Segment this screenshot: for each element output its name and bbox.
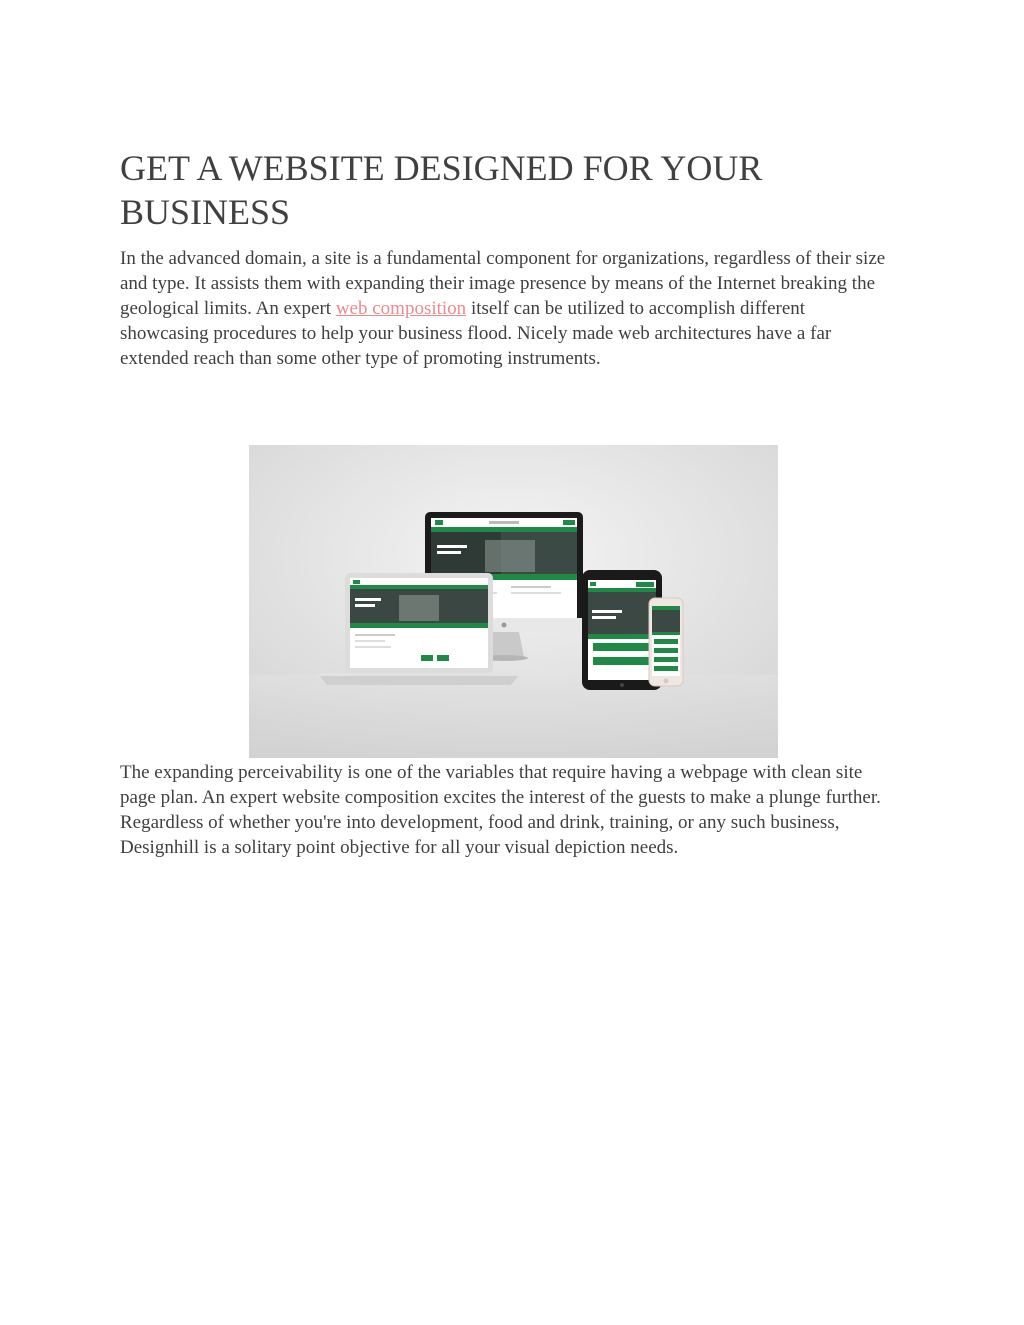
intro-text-after-link: itself can be utilized to accomplish different showcasing procedures to help your business flood. Nicely made web architectures have a far extended reach than some other type of promoting instruments.: [120, 298, 832, 369]
web-composition-link[interactable]: web composition: [335, 298, 467, 319]
body-paragraph: The expanding perceivability is one of the variables that require having a webpage with clean site page plan. An expert website composition excites the interest of the guests to make a plunge further. Regardless of whether you're into development, food and drink, training, or any such business, Designhill is a solitary point objective for all your visual depiction needs.: [120, 762, 881, 858]
intro-text-before-link: In the advanced domain, a site is a fundamental component for organizations, regardless of their size and type. It assists them with expanding their image presence by means of the Internet breaking the geological limits. An expert: [120, 248, 886, 319]
page-title: GET A WEBSITE DESIGNED FOR YOUR BUSINESS: [120, 148, 763, 232]
phone-icon: [649, 598, 683, 686]
intro-paragraph: [120, 246, 895, 371]
responsive-devices-image: [249, 445, 778, 758]
laptop-icon: [319, 573, 519, 685]
